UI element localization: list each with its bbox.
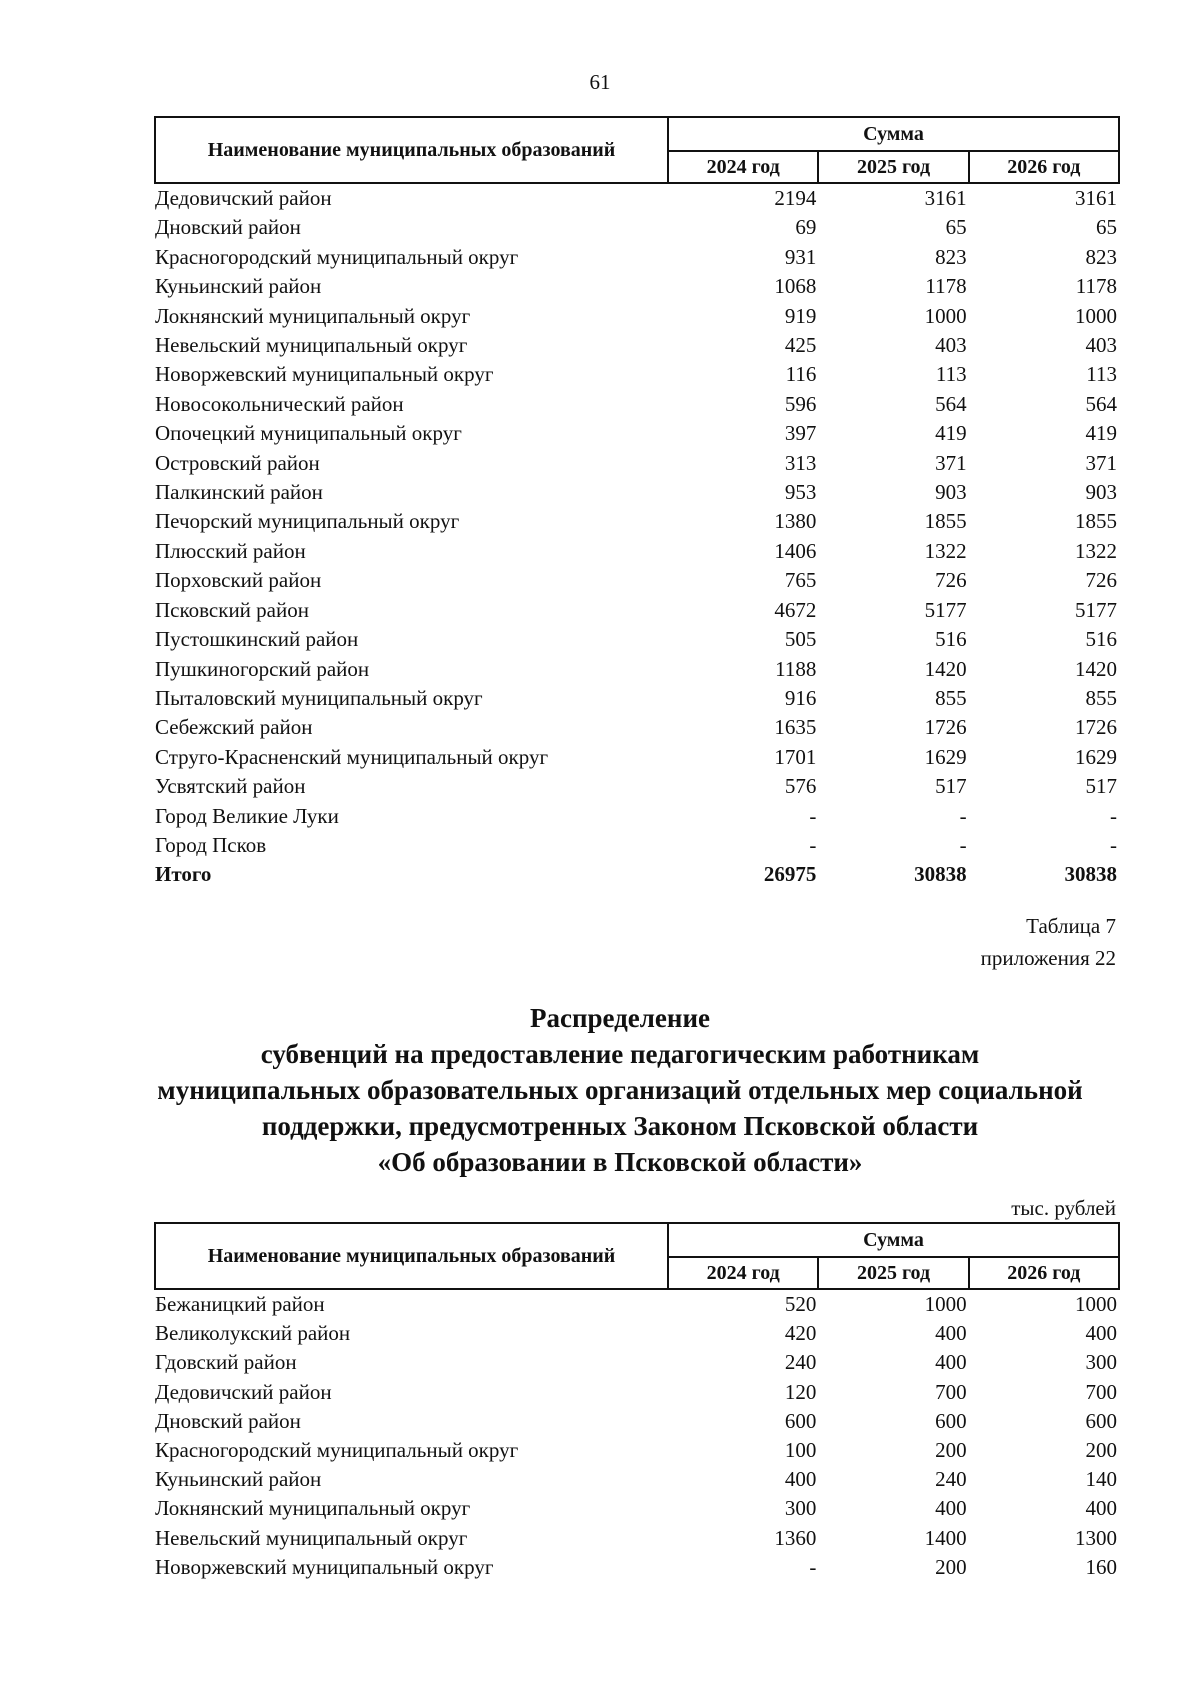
amount-2026: 200: [1085, 1438, 1117, 1463]
amount-2025: 564: [935, 391, 967, 416]
municipality-name: Дедовичский район: [155, 186, 332, 210]
amount-2025: 600: [935, 1408, 967, 1433]
table-row: [155, 625, 1119, 654]
amount-2026: 140: [1085, 1467, 1117, 1492]
amount-2025: 1000: [924, 303, 967, 328]
amount-2024: 116: [785, 362, 817, 387]
amount-2025: 1322: [924, 538, 967, 563]
municipality-name: Локнянский муниципальный округ: [155, 303, 471, 328]
municipality-name: Новоржевский муниципальный округ: [155, 1554, 494, 1579]
total-amount-2025: 30838: [914, 862, 967, 887]
amount-2026: 1300: [1075, 1525, 1117, 1550]
amount-2025: 1855: [924, 509, 967, 534]
amount-2024: 313: [784, 450, 817, 475]
table-row: [155, 1378, 1119, 1407]
amount-2025: 1400: [924, 1525, 967, 1550]
table-row: [155, 243, 1119, 272]
amount-2025: 3161: [924, 186, 967, 210]
amount-2024: 919: [784, 303, 817, 328]
year-header-2026: 2026 год: [969, 1257, 1119, 1289]
amount-2025: 1726: [924, 715, 967, 740]
table-row: [155, 1289, 1119, 1319]
amount-2025: 403: [935, 333, 967, 358]
amount-2026: 403: [1085, 333, 1117, 358]
amount-2024: 120: [784, 1379, 817, 1404]
amount-2025: 1629: [924, 744, 967, 769]
amount-2026: 700: [1085, 1379, 1117, 1404]
amount-2025: 240: [935, 1467, 967, 1492]
table-row: [155, 1319, 1119, 1348]
appendix-label: приложения 22: [980, 946, 1116, 970]
document-title: [120, 1000, 1120, 1180]
municipality-name: Опочецкий муниципальный округ: [155, 421, 462, 446]
municipality-name: Струго-Красненский муниципальный округ: [155, 744, 549, 769]
table-row: [155, 507, 1119, 536]
amount-2026: 1629: [1075, 744, 1117, 769]
amount-2025: 1420: [924, 656, 967, 681]
table-row: [155, 1465, 1119, 1494]
amount-2025: 5177: [924, 597, 967, 622]
year-header-2025: 2025 год: [818, 151, 968, 183]
municipality-name: Островский район: [155, 450, 320, 475]
amount-2024: 1188: [775, 656, 817, 681]
amount-2025: 400: [935, 1350, 967, 1375]
amount-2024: 425: [784, 333, 817, 358]
municipality-name: Красногородский муниципальный округ: [155, 244, 519, 269]
municipality-name: Бежаницкий район: [155, 1292, 325, 1316]
amount-2024: 2194: [774, 186, 817, 210]
amount-2026: 564: [1085, 391, 1117, 416]
amount-2025: 516: [935, 627, 967, 652]
name-column-header: Наименование муниципальных образований: [155, 1223, 668, 1289]
table-row: [155, 213, 1119, 242]
amount-2026: 823: [1085, 244, 1117, 269]
amount-2025: 400: [935, 1496, 967, 1521]
table-row: [155, 772, 1119, 801]
total-amount-2026: 30838: [1064, 862, 1117, 887]
municipality-name: Пыталовский муниципальный округ: [155, 685, 483, 710]
amount-2026: 160: [1085, 1554, 1117, 1579]
sum-column-header: Сумма: [668, 1223, 1119, 1257]
total-row: [155, 860, 1119, 889]
amount-2026: 1322: [1075, 538, 1117, 563]
municipality-name: Усвятский район: [155, 774, 306, 799]
amount-2024: 600: [784, 1408, 817, 1433]
amount-2024: 1635: [774, 715, 817, 740]
table-row: [155, 684, 1119, 713]
distribution-table-previous: [154, 116, 1120, 890]
amount-2024: 1360: [774, 1525, 817, 1550]
total-amount-2024: 26975: [763, 862, 817, 887]
sum-column-header: Сумма: [668, 117, 1119, 151]
amount-2024: -: [809, 803, 817, 828]
amount-2026: 400: [1085, 1321, 1117, 1346]
municipality-name: Куньинский район: [155, 274, 322, 299]
amount-2025: 1000: [924, 1292, 967, 1316]
amount-2025: 200: [935, 1554, 967, 1579]
municipality-name: Невельский муниципальный округ: [155, 333, 468, 358]
amount-2026: 516: [1085, 627, 1117, 652]
amount-2024: 765: [784, 568, 817, 593]
table-row: [155, 1494, 1119, 1523]
amount-2024: 596: [784, 391, 817, 416]
title-line: поддержки, предусмотренных Законом Псковской области: [261, 1111, 979, 1141]
municipality-name: Пустошкинский район: [155, 627, 359, 652]
amount-2025: 419: [935, 421, 967, 446]
amount-2024: 1406: [774, 538, 817, 563]
amount-2025: 823: [935, 244, 967, 269]
total-label: Итого: [155, 862, 212, 887]
table-row: [155, 272, 1119, 301]
municipality-name: Дновский район: [155, 215, 301, 240]
table-row: [155, 743, 1119, 772]
amount-2025: 65: [945, 215, 967, 240]
amount-2025: 400: [935, 1321, 967, 1346]
municipality-name: Псковский район: [155, 597, 309, 622]
table-row: [155, 449, 1119, 478]
amount-2026: 113: [1086, 362, 1117, 387]
municipality-name: Куньинский район: [155, 1467, 322, 1492]
table-row: [155, 566, 1119, 595]
amount-2024: 916: [784, 685, 817, 710]
amount-2026: 371: [1085, 450, 1117, 475]
amount-2026: 517: [1085, 774, 1117, 799]
amount-2024: 1068: [774, 274, 817, 299]
title-line: Распределение: [529, 1003, 711, 1033]
amount-2024: -: [809, 1554, 817, 1579]
amount-2024: 1380: [774, 509, 817, 534]
amount-2024: 4672: [774, 597, 817, 622]
municipality-name: Порховский район: [155, 568, 322, 593]
name-column-header: Наименование муниципальных образований: [155, 117, 668, 183]
amount-2026: 726: [1085, 568, 1117, 593]
table-row: [155, 655, 1119, 684]
table-row: [155, 302, 1119, 331]
amount-2026: -: [1110, 832, 1117, 857]
amount-2025: 200: [935, 1438, 967, 1463]
amount-2026: 1178: [1075, 274, 1117, 299]
year-header-2024: 2024 год: [668, 151, 818, 183]
table-row: [155, 183, 1119, 213]
municipality-name: Город Великие Луки: [155, 803, 339, 828]
table-row: [155, 1348, 1119, 1377]
amount-2025: -: [959, 832, 967, 857]
municipality-name: Город Псков: [155, 832, 267, 857]
year-header-2025: 2025 год: [818, 1257, 968, 1289]
year-header-2026: 2026 год: [969, 151, 1119, 183]
municipality-name: Дновский район: [155, 1408, 301, 1433]
amount-2024: 400: [784, 1467, 817, 1492]
amount-2024: 953: [784, 480, 817, 505]
distribution-table-subventions: [154, 1222, 1120, 1582]
amount-2025: 700: [935, 1379, 967, 1404]
municipality-name: Палкинский район: [155, 480, 323, 505]
table-row: [155, 419, 1119, 448]
municipality-name: Дедовичский район: [155, 1379, 332, 1404]
year-header-2024: 2024 год: [668, 1257, 818, 1289]
municipality-name: Гдовский район: [155, 1350, 297, 1375]
municipality-name: Великолукский район: [155, 1321, 351, 1346]
table-row: [155, 537, 1119, 566]
amount-2024: 520: [784, 1292, 817, 1316]
municipality-name: Пушкиногорский район: [155, 656, 370, 681]
amount-2025: 855: [935, 685, 967, 710]
table-row: [155, 1524, 1119, 1553]
amount-2025: -: [959, 803, 967, 828]
municipality-name: Плюсский район: [155, 538, 306, 563]
municipality-name: Новосокольнический район: [155, 391, 404, 416]
amount-2024: 505: [784, 627, 817, 652]
amount-2026: 1000: [1075, 1292, 1117, 1316]
table-row: [155, 390, 1119, 419]
table-row: [155, 1407, 1119, 1436]
amount-2025: 517: [935, 774, 967, 799]
amount-2026: 400: [1085, 1496, 1117, 1521]
amount-2025: 1178: [925, 274, 967, 299]
municipality-name: Печорский муниципальный округ: [155, 509, 460, 534]
amount-2026: -: [1110, 803, 1117, 828]
municipality-name: Новоржевский муниципальный округ: [155, 362, 494, 387]
municipality-name: Красногородский муниципальный округ: [155, 1438, 519, 1463]
amount-2026: 65: [1096, 215, 1117, 240]
amount-2024: 1701: [774, 744, 817, 769]
amount-2024: 240: [784, 1350, 817, 1375]
table-row: [155, 360, 1119, 389]
title-line: «Об образовании в Псковской области»: [377, 1147, 863, 1177]
amount-2025: 113: [935, 362, 967, 387]
municipality-name: Себежский район: [155, 715, 313, 740]
amount-2024: 420: [784, 1321, 817, 1346]
table-number-label: Таблица 7: [1026, 914, 1116, 938]
page-number: 61: [589, 70, 611, 94]
amount-2024: 100: [784, 1438, 817, 1463]
amount-2026: 5177: [1075, 597, 1117, 622]
table-row: [155, 1553, 1119, 1582]
amount-2025: 371: [935, 450, 967, 475]
amount-2024: 576: [784, 774, 817, 799]
amount-2026: 600: [1085, 1408, 1117, 1433]
amount-2025: 903: [935, 480, 967, 505]
amount-2026: 419: [1085, 421, 1117, 446]
amount-2026: 903: [1085, 480, 1117, 505]
amount-2026: 855: [1085, 685, 1117, 710]
municipality-name: Невельский муниципальный округ: [155, 1525, 468, 1550]
table-row: [155, 1436, 1119, 1465]
amount-2026: 1855: [1075, 509, 1117, 534]
amount-2026: 1726: [1075, 715, 1117, 740]
amount-2026: 3161: [1075, 186, 1117, 210]
amount-2024: 69: [795, 215, 817, 240]
table-body: [155, 183, 1119, 890]
amount-2024: 300: [784, 1496, 817, 1521]
amount-2026: 1000: [1075, 303, 1117, 328]
units-label: тыс. рублей: [1011, 1196, 1116, 1220]
amount-2024: 397: [784, 421, 817, 446]
title-line: субвенций на предоставление педагогическим работникам: [260, 1039, 980, 1069]
title-line: муниципальных образовательных организаций отдельных мер социальной: [157, 1075, 1083, 1105]
table-row: [155, 831, 1119, 860]
table-row: [155, 331, 1119, 360]
table-row: [155, 802, 1119, 831]
amount-2025: 726: [935, 568, 967, 593]
table-row: [155, 713, 1119, 742]
table-row: [155, 596, 1119, 625]
amount-2026: 300: [1085, 1350, 1117, 1375]
table-body: [155, 1289, 1119, 1582]
amount-2026: 1420: [1075, 656, 1117, 681]
municipality-name: Локнянский муниципальный округ: [155, 1496, 471, 1521]
amount-2024: 931: [784, 244, 817, 269]
amount-2024: -: [809, 832, 817, 857]
table-row: [155, 478, 1119, 507]
